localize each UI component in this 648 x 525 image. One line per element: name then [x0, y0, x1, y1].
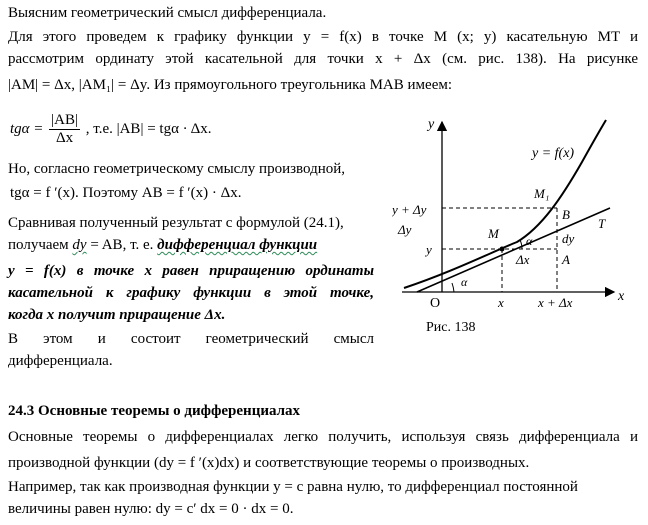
y-tick: y: [426, 242, 432, 257]
formula-tg-rest: , т.е. |AB| = tgα · Δx.: [85, 120, 212, 137]
text-line-9-dy: dy: [72, 237, 87, 253]
text-line-14: дифференциала.: [8, 353, 113, 369]
angle-arc-origin: [452, 283, 454, 292]
text-line-9: [8, 236, 317, 254]
text-line-12: когда x получит приращение Δx.: [8, 307, 226, 323]
text-line-p3b: величины равен нулю: dy = c′ dx = 0 · dx = 0.: [8, 501, 294, 517]
formula-tg: [10, 112, 212, 147]
dy-label: dy: [562, 231, 575, 246]
text-line-p2b: производной функции (dy = f ′(x)dx) и соответствующие теоремы о производных.: [8, 455, 530, 471]
curve-line: [404, 120, 606, 288]
delta-y-tick: Δy: [398, 222, 412, 237]
t-label: T: [598, 216, 606, 231]
fraction-denominator: Δx: [56, 130, 74, 146]
fraction-numerator: |AB|: [51, 112, 79, 128]
text-line-1: Выясним геометрический смысл дифференциала.: [8, 5, 327, 21]
dx-label: Δx: [516, 252, 530, 267]
text-line-8: Сравнивая полученный результат с формулой (24.1),: [8, 215, 344, 231]
text-line-10: y = f(x) в точке x равен приращению ординаты: [8, 263, 374, 279]
alpha-label-m: α: [526, 234, 533, 248]
y-axis-label: y: [428, 117, 435, 132]
m-label: M: [488, 226, 499, 241]
a-label: A: [562, 252, 570, 267]
origin-label: O: [430, 296, 441, 311]
text-line-p3a: Например, так как производная функции y = c равна нулю, то дифференциал постоянной: [8, 479, 578, 495]
alpha-label-origin: α: [461, 275, 468, 289]
x-axis-label: x: [618, 289, 625, 304]
text-line-9-bold: дифференциал функции: [157, 237, 318, 253]
b-label: B: [562, 207, 570, 222]
text-line-6: Но, согласно геометрическому смыслу производной,: [8, 161, 346, 177]
curve-label: y = f(x): [532, 146, 575, 161]
point-m: [500, 247, 505, 252]
formula-tg-lhs: tgα =: [10, 120, 44, 137]
text-line-9-c: = AB, т. е.: [86, 237, 158, 253]
text-line-4: |AM| = Δx, |AM₁| = Δy. Из прямоугольного треугольника MAB имеем:: [8, 77, 453, 93]
text-line-9-a: получаем: [8, 237, 73, 253]
text-line-11: касательной к графику функции в этой точке,: [8, 285, 374, 301]
m1-label: M₁: [534, 186, 550, 201]
text-line-3: рассмотрим ординату этой касательной для точки x + Δx (см. рис. 138). На рисунке: [8, 51, 638, 67]
text-line-7: tgα = f ′(x). Поэтому AB = f ′(x) · Δx.: [10, 185, 242, 201]
figure-caption: Рис. 138: [426, 320, 476, 335]
text-line-2: Для этого проведем к графику функции y = f(x) в точке M (x; y) касательную MT и: [8, 29, 638, 45]
section-heading: 24.3 Основные теоремы о дифференциалах: [8, 403, 301, 419]
text-line-13: В этом и состоит геометрический смысл: [8, 331, 374, 347]
y-plus-dy-tick: y + Δy: [392, 202, 427, 217]
text-line-p2a: Основные теоремы о дифференциалах легко получить, используя связь дифференциала и: [8, 429, 638, 445]
figure-138: [392, 112, 642, 342]
formula-fraction: [49, 112, 80, 147]
tangent-line: [417, 208, 610, 292]
x-tick: x: [498, 295, 504, 310]
x-plus-dx-tick: x + Δx: [538, 295, 573, 310]
